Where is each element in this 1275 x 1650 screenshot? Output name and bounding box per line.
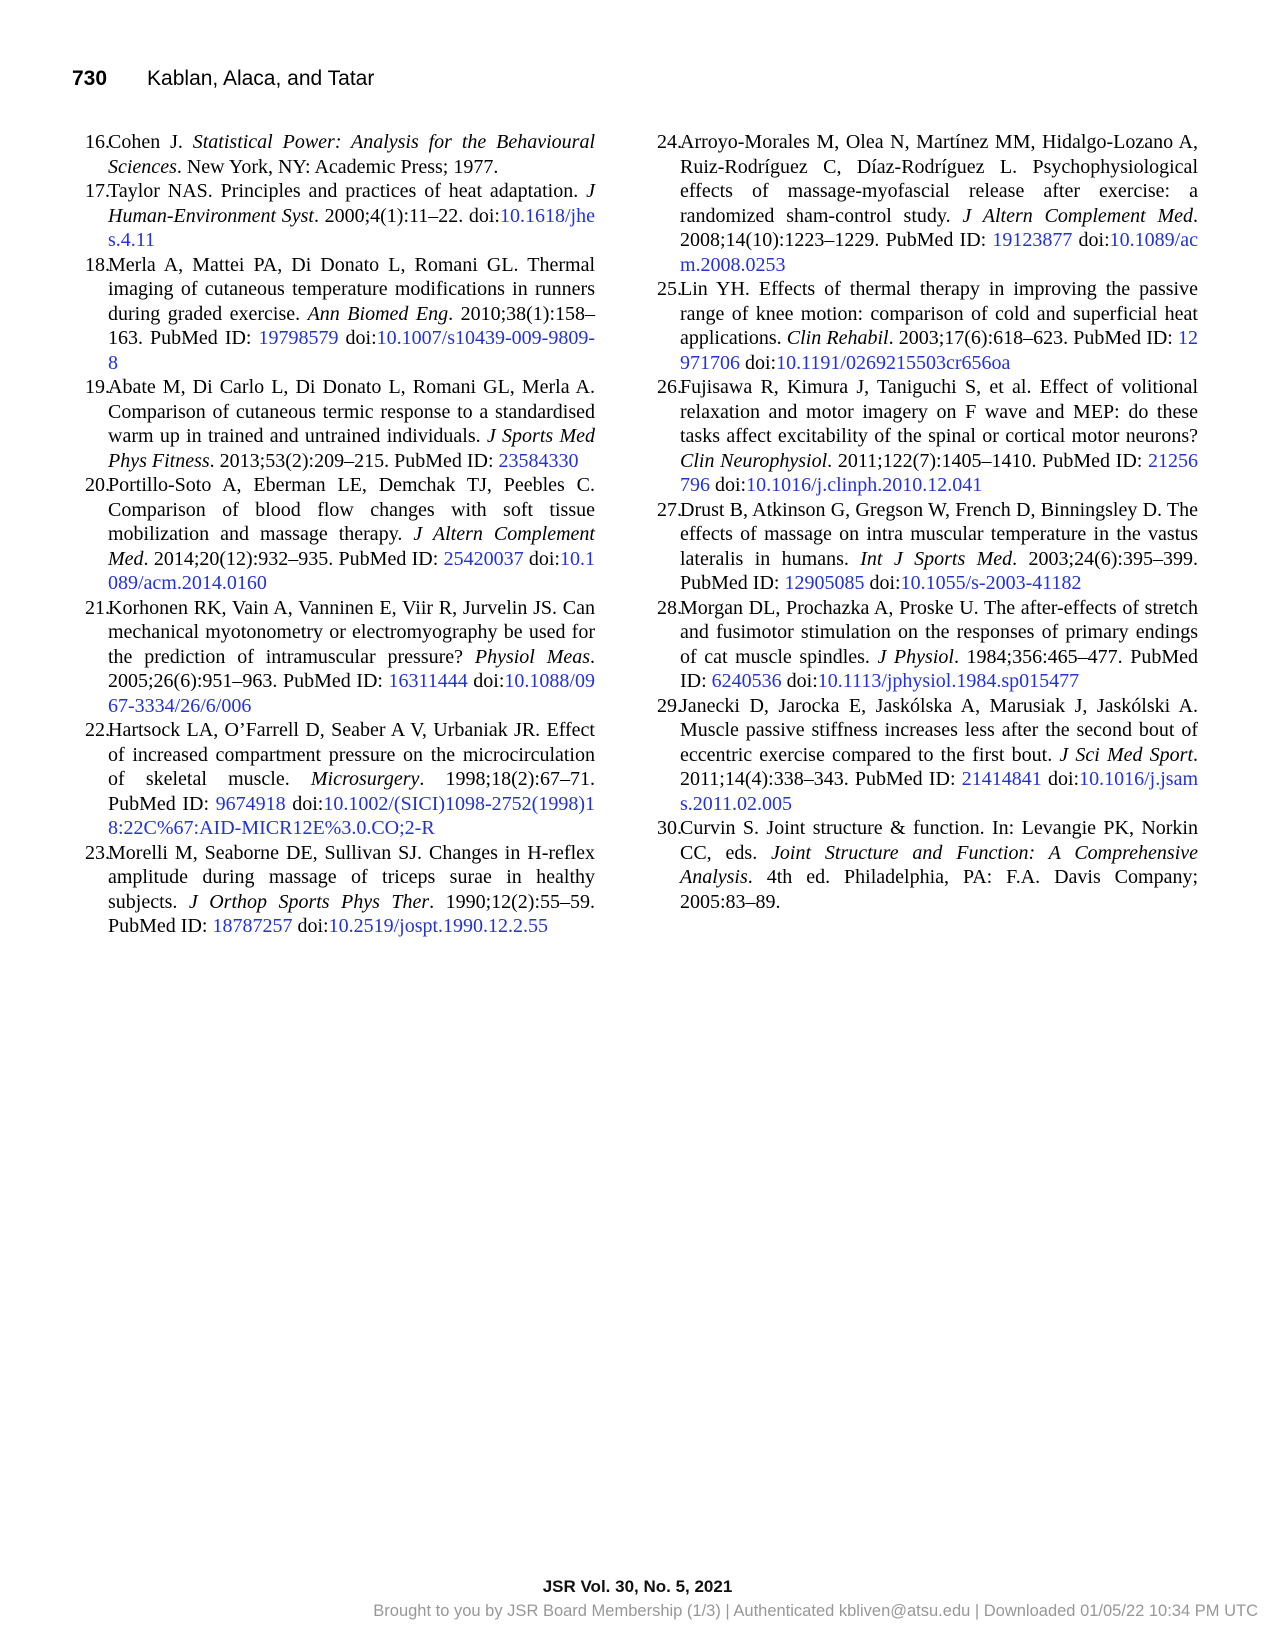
reference-text: Fujisawa R, Kimura J, Taniguchi S, et al. Effect of volitional relaxation and motor imagery on F wave and MEP: do these tasks affect excitability of the spinal or cortical motor neurons? (680, 376, 1198, 447)
reference-text: . 1998;18(2):67–71. PubMed ID: (108, 768, 595, 815)
reference-text: . 2003;24(6):395–399. PubMed ID: (680, 547, 1198, 594)
reference-number: 29. (657, 694, 682, 717)
reference-text: doi: (710, 474, 747, 496)
reference-text: doi: (523, 547, 560, 570)
reference-text: Korhonen RK, Vain A, Vanninen E, Viir R, Jurvelin JS. Can mechanical myotonometry or electromyography be used for the prediction of intramuscular pressure? (108, 596, 595, 668)
reference-text: Hartsock LA, O’Farrell D, Seaber A V, Urbaniak JR. Effect of increased compartment pressure on the microcirculation of skeletal muscle. (108, 719, 595, 790)
doi-link[interactable]: 10.1088/0967-3334/26/6/006 (108, 670, 595, 717)
work-title: Microsurgery (310, 768, 420, 790)
reference-number: 16. (85, 131, 110, 153)
doi-link[interactable]: 10.1618/jhes.4.11 (108, 204, 595, 251)
reference-item (657, 498, 1198, 596)
reference-number: 30. (657, 817, 682, 839)
page-number: 730 (72, 67, 108, 90)
pubmed-id-link[interactable]: 6240536 (711, 670, 782, 692)
reference-number: 24. (657, 131, 682, 153)
pubmed-id-link[interactable]: 12971706 (680, 327, 1198, 374)
reference-text: Janecki D, Jarocka E, Jaskólska A, Marusiak J, Jaskólski A. Muscle passive stiffness increases less after the second bout of eccentric exercise compared to the first bout. (680, 694, 1198, 766)
work-title: Clin Neurophysiol (680, 449, 828, 472)
work-title: Clin Rehabil (786, 327, 889, 349)
reference-item (657, 130, 1198, 277)
reference-number: 19. (85, 376, 110, 398)
doi-link[interactable]: 10.1016/j.jsams.2011.02.005 (680, 768, 1198, 815)
reference-number: 18. (85, 253, 110, 276)
work-title: J Sci Med Sport (1059, 743, 1194, 766)
footer-journal-citation: JSR Vol. 30, No. 5, 2021 (542, 1577, 733, 1596)
work-title: J Physiol (877, 645, 954, 668)
work-title: J Human-Environment Syst (108, 180, 595, 227)
work-title: J Sports Med Phys Fitness (108, 425, 595, 472)
reference-text: Drust B, Atkinson G, Gregson W, French D, Binningsley D. The effects of massage on intra muscular temperature in the vastus lateralis in humans. (680, 498, 1198, 570)
reference-number: 22. (85, 719, 110, 741)
footer-access-statement: Brought to you by JSR Board Membership (1/3) | Authenticated kbliven@atsu.edu | Downloaded 01/05/22 10:34 PM UTC (373, 1602, 1258, 1620)
reference-text: . 2005;26(6):951–963. PubMed ID: (108, 645, 596, 692)
reference-item (85, 130, 595, 179)
doi-link[interactable]: 10.1002/(SICI)1098-2752(1998)18:22C%67:AID-MICR12E%3.0.CO;2-R (108, 792, 595, 839)
reference-text: Abate M, Di Carlo L, Di Donato L, Romani GL, Merla A. Comparison of cutaneous termic response to a standardised warm up in trained and untrained individuals. (108, 376, 595, 447)
doi-link[interactable]: 10.1113/jphysiol.1984.sp015477 (817, 670, 1080, 692)
reference-text: . 1984;356:465–477. PubMed ID: (680, 645, 1198, 692)
reference-text: doi: (740, 351, 777, 374)
reference-item (657, 816, 1198, 914)
reference-number: 28. (657, 596, 682, 619)
reference-text: Lin YH. Effects of thermal therapy in improving the passive range of knee motion: comparison of cold and superficial heat applications. (680, 278, 1198, 349)
doi-link[interactable]: 10.1191/0269215503cr656oa (776, 351, 1011, 374)
reference-text: doi: (1072, 229, 1110, 251)
doi-link[interactable]: 10.1016/j.clinph.2010.12.041 (746, 474, 983, 496)
reference-item (85, 596, 595, 719)
reference-text: . 2013;53(2):209–215. PubMed ID: (209, 449, 499, 472)
reference-text: . 1990;12(2):55–59. PubMed ID: (108, 890, 596, 937)
references-column-right (657, 130, 1198, 914)
reference-text: doi: (1041, 768, 1080, 790)
reference-text: . 2011;122(7):1405–1410. PubMed ID: (827, 449, 1149, 472)
reference-item (85, 253, 595, 376)
reference-text: Morgan DL, Prochazka A, Proske U. The after-effects of stretch and fusimotor stimulation on the responses of primary endings of cat muscle spindles. (680, 596, 1198, 668)
reference-item (657, 694, 1198, 817)
reference-text: . New York, NY: Academic Press; 1977. (176, 155, 499, 178)
reference-item (657, 375, 1198, 498)
reference-text: doi: (781, 670, 818, 692)
work-title: Physiol Meas (474, 645, 591, 668)
work-title: Int J Sports Med (860, 547, 1013, 570)
reference-text: . 2008;14(10):1223–1229. PubMed ID: (680, 204, 1198, 251)
work-title: J Orthop Sports Phys Ther (188, 890, 430, 913)
reference-text: Taylor NAS. Principles and practices of heat adaptation. (108, 180, 587, 202)
reference-text: . 2000;4(1):11–22. doi: (313, 204, 500, 227)
doi-link[interactable]: 10.1089/acm.2014.0160 (108, 547, 595, 594)
work-title: J Altern Complement Med (108, 523, 595, 570)
reference-text: . 2011;14(4):338–343. PubMed ID: (680, 743, 1199, 790)
reference-item (85, 841, 595, 939)
reference-number: 25. (657, 278, 682, 300)
pubmed-id-link[interactable]: 25420037 (443, 547, 524, 570)
reference-text: Portillo-Soto A, Eberman LE, Demchak TJ, Peebles C. Comparison of blood flow changes with soft tissue mobilization and massage therapy. (108, 474, 595, 545)
work-title: Ann Biomed Eng (307, 302, 449, 325)
pubmed-id-link[interactable]: 21414841 (961, 768, 1042, 790)
reference-item (85, 375, 595, 473)
reference-text: doi: (467, 670, 505, 692)
reference-text: Merla A, Mattei PA, Di Donato L, Romani GL. Thermal imaging of cutaneous temperature modifications in runners during graded exercise. (108, 253, 595, 325)
reference-item (85, 179, 595, 253)
reference-item (85, 473, 595, 596)
reference-number: 20. (85, 474, 110, 496)
reference-number: 21. (85, 596, 110, 619)
reference-number: 23. (85, 841, 110, 864)
doi-link[interactable]: 10.2519/jospt.1990.12.2.55 (328, 915, 549, 937)
page-header (72, 68, 374, 89)
reference-text: . 2003;17(6):618–623. PubMed ID: (888, 327, 1178, 349)
references-column-left (85, 130, 595, 939)
pubmed-id-link[interactable]: 18787257 (212, 915, 293, 937)
reference-text: doi: (285, 792, 324, 815)
doi-link[interactable]: 10.1089/acm.2008.0253 (680, 229, 1198, 276)
reference-text: . 4th ed. Philadelphia, PA: F.A. Davis Company; 2005:83–89. (680, 866, 1198, 913)
reference-text: . 2010;38(1):158–163. PubMed ID: (108, 302, 596, 349)
pubmed-id-link[interactable]: 19798579 (258, 327, 339, 349)
doi-link[interactable]: 10.1007/s10439-009-9809-8 (108, 327, 595, 374)
reference-text: doi: (864, 572, 901, 594)
reference-text: Arroyo-Morales M, Olea N, Martínez MM, Hidalgo-Lozano A, Ruiz-Rodríguez C, Díaz-Rodríguez L. Psychophysiological effects of massage-myofascial release after exercise: a randomized sham-control study. (680, 131, 1198, 227)
reference-item (85, 718, 595, 841)
pubmed-id-link[interactable]: 9674918 (215, 792, 286, 815)
running-head: Kablan, Alaca, and Tatar (147, 67, 375, 90)
reference-item (657, 596, 1198, 694)
reference-number: 26. (657, 376, 682, 398)
reference-item (657, 277, 1198, 375)
reference-text: doi: (338, 327, 377, 349)
work-title: Joint Structure and Function: A Comprehensive Analysis (680, 841, 1199, 888)
reference-text: Cohen J. (108, 131, 193, 153)
pubmed-id-link[interactable]: 12905085 (784, 572, 865, 594)
reference-text: Curvin S. Joint structure & function. In: Levangie PK, Norkin CC, eds. (680, 817, 1198, 864)
doi-link[interactable]: 10.1055/s-2003-41182 (900, 572, 1082, 594)
work-title: J Altern Complement Med (962, 204, 1193, 227)
reference-text: . 2014;20(12):932–935. PubMed ID: (143, 547, 444, 570)
reference-number: 17. (85, 180, 110, 202)
pubmed-id-link[interactable]: 19123877 (992, 229, 1073, 251)
pubmed-id-link[interactable]: 16311444 (388, 670, 468, 692)
pubmed-id-link[interactable]: 21256796 (680, 449, 1199, 496)
reference-text: Morelli M, Seaborne DE, Sullivan SJ. Changes in H-reflex amplitude during massage of triceps surae in healthy subjects. (108, 841, 595, 913)
reference-number: 27. (657, 498, 682, 521)
work-title: Statistical Power: Analysis for the Behavioural Sciences (108, 131, 595, 178)
reference-text: doi: (292, 915, 329, 937)
pubmed-id-link[interactable]: 23584330 (498, 449, 579, 472)
